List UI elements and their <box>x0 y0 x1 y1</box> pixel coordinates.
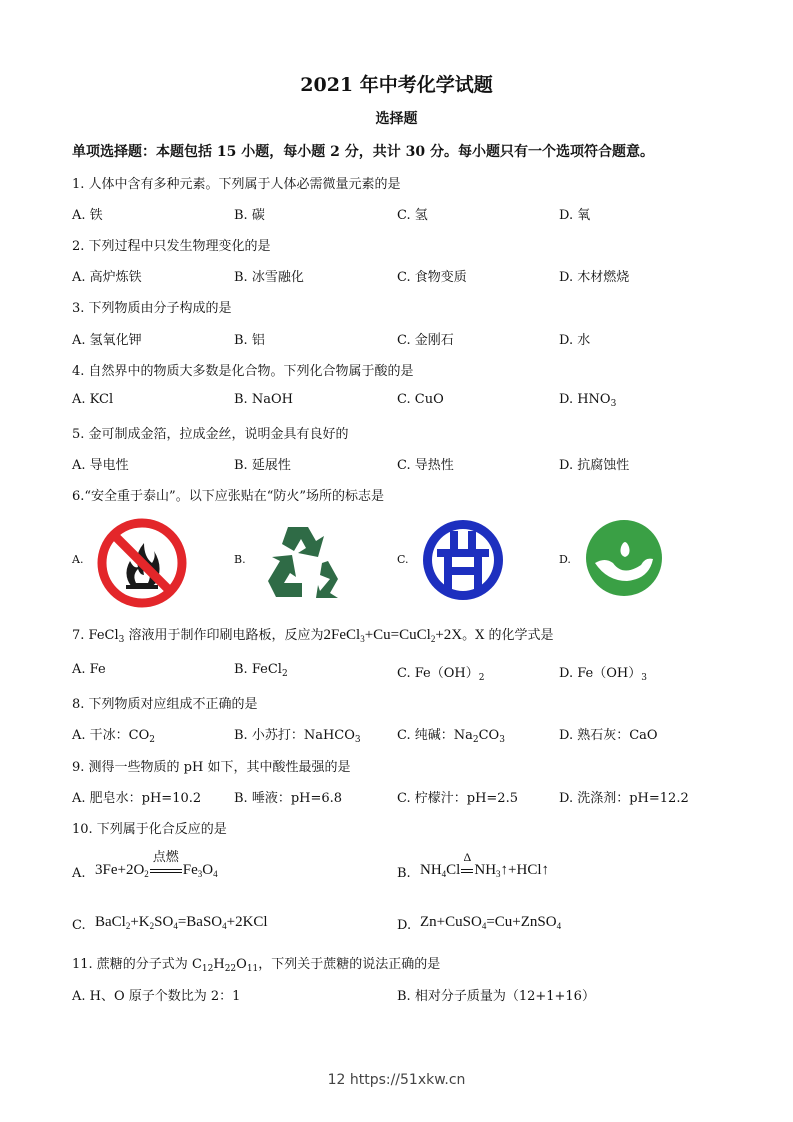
question-10-stem: 10. 下列属于化合反应的是 <box>72 822 227 837</box>
q4-option-c: C. CuO <box>397 392 444 407</box>
question-1-stem: 1. 人体中含有多种元素。下列属于人体必需微量元素的是 <box>72 177 401 192</box>
instructions: 单项选择题：本题包括 15 小题，每小题 2 分，共计 30 分。每小题只有一个选项符合题意。 <box>72 144 654 160</box>
q4-option-b: B. NaOH <box>234 392 293 407</box>
q7-option-b: B. FeCl$_2$ <box>234 662 288 679</box>
q4-option-a: A. KCl <box>72 392 114 407</box>
q9-option-c: C. 柠檬汁：pH=2.5 <box>397 791 518 806</box>
q6-option-c: C. <box>397 553 409 566</box>
q3-option-a: A. 氢氧化钾 <box>72 333 142 348</box>
question-5-stem: 5. 金可制成金箔，拉成金丝，说明金具有良好的 <box>72 427 349 442</box>
question-9-stem: 9. 测得一些物质的 pH 如下，其中酸性最强的是 <box>72 760 351 775</box>
ignition-condition: 点燃 <box>152 850 179 865</box>
q10-option-a-equation: $3Fe+2O_2$ 点燃 $Fe_3O_4$ <box>95 862 218 879</box>
water-drop-icon <box>583 517 665 599</box>
q7-option-a: A. Fe <box>72 662 106 677</box>
q9-option-b: B. 唾液：pH=6.8 <box>234 791 343 806</box>
question-2-stem: 2. 下列过程中只发生物理变化的是 <box>72 239 271 254</box>
q3-option-b: B. 铝 <box>234 333 265 348</box>
question-6-stem: 6.“安全重于泰山”。以下应张贴在“防火”场所的标志是 <box>72 489 384 504</box>
blue-circle-symbol-icon <box>420 517 506 603</box>
q10-option-a-label: A. <box>72 866 86 881</box>
no-fire-icon <box>96 517 188 609</box>
q10-option-b-equation: $NH_4Cl$ Δ $NH_3↑+HCl↑$ <box>420 850 549 879</box>
q10-option-d-label: D. <box>397 918 412 933</box>
q2-option-a: A. 高炉炼铁 <box>72 270 142 285</box>
q7-option-d: D. $Fe(OH)_3$ <box>559 666 647 683</box>
q6-option-b: B. <box>234 553 246 566</box>
question-4-stem: 4. 自然界中的物质大多数是化合物。下列化合物属于酸的是 <box>72 364 414 379</box>
q8-option-a: A. 干冰：$CO_2$ <box>72 728 155 745</box>
q8-option-b: B. 小苏打：NaHCO$_3$ <box>234 728 361 745</box>
q2-option-b: B. 冰雪融化 <box>234 270 304 285</box>
q10-option-d-equation: Zn+CuSO$_4$=Cu+ZnSO$_4$ <box>420 914 562 931</box>
q7-equation: 2FeCl$_3$+Cu=CuCl$_2$+2X <box>323 627 463 644</box>
recycle-icon <box>258 517 350 609</box>
q5-option-d: D. 抗腐蚀性 <box>559 458 630 473</box>
q2-option-d: D. 木材燃烧 <box>559 270 630 285</box>
page-title: 2021 年中考化学试题 <box>300 74 493 96</box>
question-7-stem: 7. FeCl$_3$ 溶液用于制作印刷电路板，反应为2FeCl$_3$+Cu=CuCl$_2$+2X。X 的化学式是 <box>72 627 554 645</box>
q10-option-c-label: C. <box>72 918 86 933</box>
q10-option-c-equation: $BaCl_2+K_2SO_4=BaSO_4+2KCl$ <box>95 914 268 931</box>
q10-option-b-label: B. <box>397 866 411 881</box>
q1-option-c: C. 氢 <box>397 208 428 223</box>
q8-option-d: D. 熟石灰：CaO <box>559 728 658 743</box>
q1-option-a: A. 铁 <box>72 208 103 223</box>
q6-option-d: D. <box>559 553 571 566</box>
q6-option-a: A. <box>72 553 84 566</box>
page-footer: 12 https://51xkw.cn <box>327 1072 466 1088</box>
q5-option-c: C. 导热性 <box>397 458 454 473</box>
question-11-stem: 11. 蔗糖的分子式为 $C_{12}H_{22}O_{11}$，下列关于蔗糖的说法正确的是 <box>72 957 441 974</box>
q11-option-b: B. 相对分子质量为（12+1+16） <box>397 989 595 1004</box>
q9-option-a: A. 肥皂水：pH=10.2 <box>72 791 202 806</box>
heat-condition: Δ <box>463 850 472 864</box>
q2-option-c: C. 食物变质 <box>397 270 467 285</box>
section-subtitle: 选择题 <box>375 111 418 127</box>
q1-option-d: D. 氧 <box>559 208 591 223</box>
question-3-stem: 3. 下列物质由分子构成的是 <box>72 301 232 316</box>
q3-option-c: C. 金刚石 <box>397 333 454 348</box>
q1-option-b: B. 碳 <box>234 208 265 223</box>
q4-option-d: D. $HNO_3$ <box>559 392 617 409</box>
q8-option-c: C. 纯碱：$Na_2CO_3$ <box>397 728 505 745</box>
question-8-stem: 8. 下列物质对应组成不正确的是 <box>72 697 258 712</box>
q3-option-d: D. 水 <box>559 333 591 348</box>
q7-option-c: C. $Fe(OH)_2$ <box>397 666 485 683</box>
q9-option-d: D. 洗涤剂：pH=12.2 <box>559 791 689 806</box>
q5-option-a: A. 导电性 <box>72 458 129 473</box>
q5-option-b: B. 延展性 <box>234 458 291 473</box>
q11-option-a: A. H、O 原子个数比为 2：1 <box>72 989 241 1004</box>
